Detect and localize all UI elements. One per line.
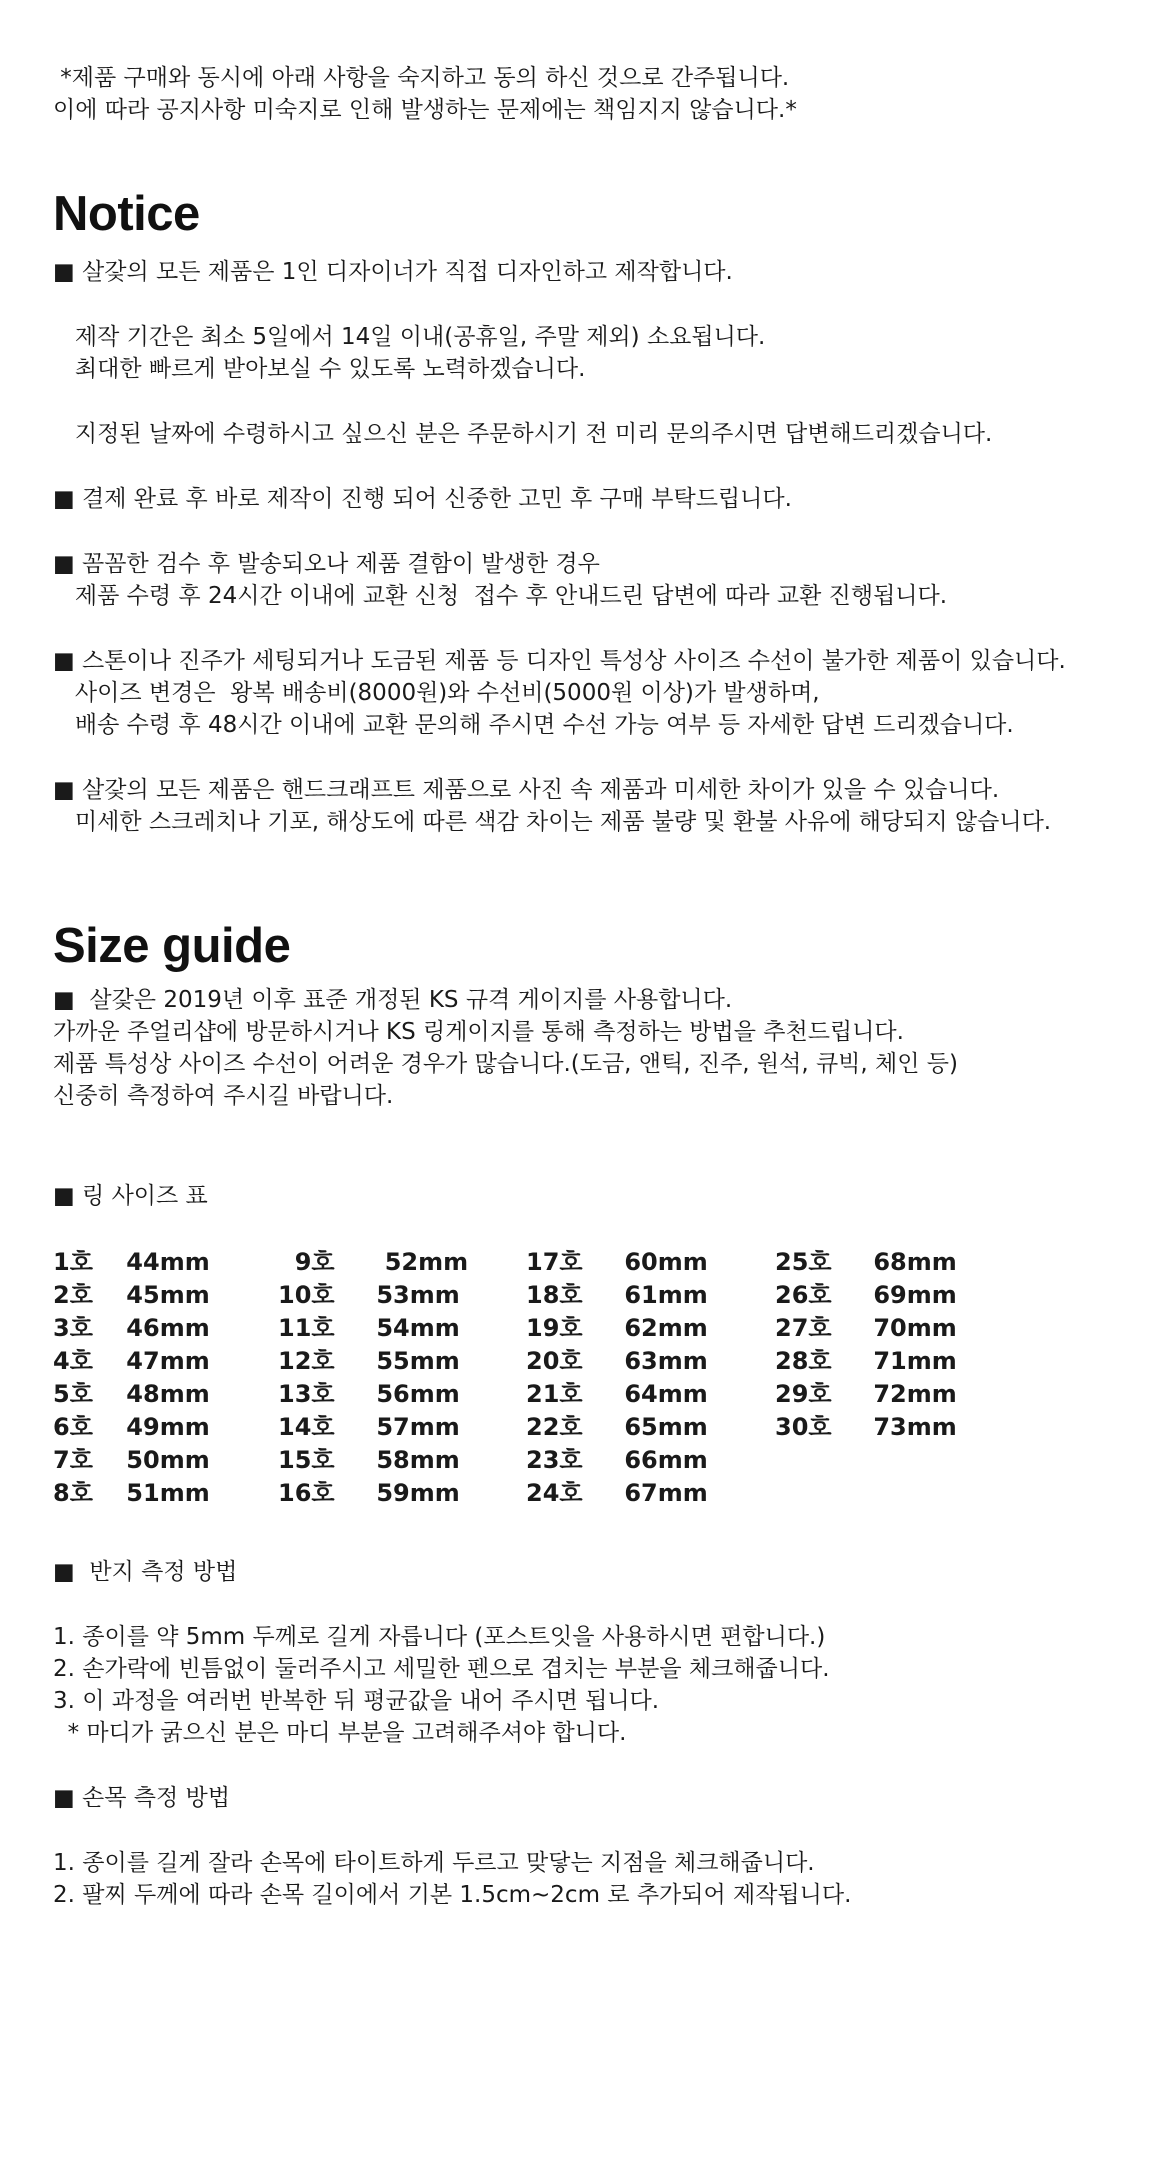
ring-size-entry: 4호 47mm — [53, 1347, 210, 1375]
wrist-method-step: 2. 팔찌 두께에 따라 손목 길이에서 기본 1.5cm~2cm 로 추가되어 제작됩니다. — [53, 1882, 852, 1908]
notice-line: 제품 수령 후 24시간 이내에 교환 신청 접수 후 안내드린 답변에 따라 교환 진행됩니다. — [53, 583, 948, 609]
ring-method-title: ■ 반지 측정 방법 — [53, 1559, 238, 1585]
size-guide-intro-line: 제품 특성상 사이즈 수선이 어려운 경우가 많습니다.(도금, 앤틱, 진주, 원석, 큐빅, 체인 등) — [53, 1051, 958, 1077]
notice-line: ■ 살갗의 모든 제품은 1인 디자이너가 직접 디자인하고 제작합니다. — [53, 259, 733, 285]
ring-size-entry: 22호 65mm — [526, 1413, 708, 1441]
notice-block — [53, 418, 1143, 450]
notice-line: 제작 기간은 최소 5일에서 14일 이내(공휴일, 주말 제외) 소요됩니다. — [53, 324, 766, 350]
intro-line: 이에 따라 공지사항 미숙지로 인해 발생하는 문제에는 책임지지 않습니다.* — [53, 97, 797, 123]
notice-line: 최대한 빠르게 받아보실 수 있도록 노력하겠습니다. — [53, 356, 586, 382]
size-guide-intro-line: 가까운 주얼리샵에 방문하시거나 KS 링게이지를 통해 측정하는 방법을 추천드립니다. — [53, 1019, 904, 1045]
intro-line: *제품 구매와 동시에 아래 사항을 숙지하고 동의 하신 것으로 간주됩니다. — [53, 65, 790, 91]
ring-size-entry: 5호 48mm — [53, 1380, 210, 1408]
notice-line: ■ 꼼꼼한 검수 후 발송되오나 제품 결함이 발생한 경우 — [53, 551, 600, 577]
ring-method-step: * 마디가 굵으신 분은 마디 부분을 고려해주셔야 합니다. — [53, 1720, 627, 1746]
ring-size-entry: 17호 60mm — [526, 1248, 708, 1276]
ring-size-entry: 19호 62mm — [526, 1314, 708, 1342]
ring-size-entry: 2호 45mm — [53, 1281, 210, 1309]
notice-line: 사이즈 변경은 왕복 배송비(8000원)와 수선비(5000원 이상)가 발생하며, — [53, 680, 820, 706]
notice-heading: Notice — [53, 187, 200, 241]
ring-size-entry: 11호 54mm — [278, 1314, 460, 1342]
ring-size-table — [53, 1246, 1143, 1516]
notice-block — [53, 645, 1143, 741]
ring-size-entry: 14호 57mm — [278, 1413, 460, 1441]
ring-size-entry: 30호 73mm — [775, 1413, 957, 1441]
ring-size-entry: 3호 46mm — [53, 1314, 210, 1342]
ring-size-table-title: ■ 링 사이즈 표 — [53, 1183, 208, 1209]
size-guide-intro-line: 신중히 측정하여 주시길 바랍니다. — [53, 1083, 394, 1109]
notice-line: ■ 결제 완료 후 바로 제작이 진행 되어 신중한 고민 후 구매 부탁드립니다. — [53, 486, 792, 512]
notice-line: 미세한 스크레치나 기포, 해상도에 따른 색감 차이는 제품 불량 및 환불 사유에 해당되지 않습니다. — [53, 809, 1052, 835]
wrist-method-title: ■ 손목 측정 방법 — [53, 1785, 230, 1811]
page-content — [53, 62, 1143, 1911]
ring-size-entry: 16호 59mm — [278, 1479, 460, 1507]
ring-size-entry: 26호 69mm — [775, 1281, 957, 1309]
notice-line: ■ 살갗의 모든 제품은 핸드크래프트 제품으로 사진 속 제품과 미세한 차이가 있을 수 있습니다. — [53, 777, 1000, 803]
ring-method-step: 1. 종이를 약 5mm 두께로 길게 자릅니다 (포스트잇을 사용하시면 편합니다.) — [53, 1624, 826, 1650]
ring-size-entry: 15호 58mm — [278, 1446, 460, 1474]
ring-size-entry: 27호 70mm — [775, 1314, 957, 1342]
notice-block — [53, 548, 1143, 612]
ring-size-entry: 25호 68mm — [775, 1248, 957, 1276]
ring-size-entry: 18호 61mm — [526, 1281, 708, 1309]
ring-size-entry: 13호 56mm — [278, 1380, 460, 1408]
ring-method-step: 3. 이 과정을 여러번 반복한 뒤 평균값을 내어 주시면 됩니다. — [53, 1688, 660, 1714]
notice-line: 배송 수령 후 48시간 이내에 교환 문의해 주시면 수선 가능 여부 등 자세한 답변 드리겠습니다. — [53, 712, 1014, 738]
notice-line: 지정된 날짜에 수령하시고 싶으신 분은 주문하시기 전 미리 문의주시면 답변해드리겠습니다. — [53, 421, 993, 447]
notice-line: ■ 스톤이나 진주가 세팅되거나 도금된 제품 등 디자인 특성상 사이즈 수선이 불가한 제품이 있습니다. — [53, 648, 1066, 674]
ring-size-entry: 6호 49mm — [53, 1413, 210, 1441]
ring-size-entry: 8호 51mm — [53, 1479, 210, 1507]
ring-size-entry: 7호 50mm — [53, 1446, 210, 1474]
ring-size-entry: 9호 52mm — [278, 1248, 469, 1276]
ring-size-entry: 24호 67mm — [526, 1479, 708, 1507]
ring-size-entry: 21호 64mm — [526, 1380, 708, 1408]
ring-size-entry: 29호 72mm — [775, 1380, 957, 1408]
notice-block — [53, 256, 1143, 288]
ring-size-entry: 20호 63mm — [526, 1347, 708, 1375]
ring-method-step: 2. 손가락에 빈틈없이 둘러주시고 세밀한 펜으로 겹치는 부분을 체크해줍니다. — [53, 1656, 830, 1682]
ring-size-entry: 23호 66mm — [526, 1446, 708, 1474]
wrist-method-step: 1. 종이를 길게 잘라 손목에 타이트하게 두르고 맞닿는 지점을 체크해줍니다. — [53, 1850, 815, 1876]
notice-block — [53, 321, 1143, 385]
ring-size-entry: 1호 44mm — [53, 1248, 210, 1276]
ring-size-entry: 12호 55mm — [278, 1347, 460, 1375]
size-guide-intro-line: ■ 살갗은 2019년 이후 표준 개정된 KS 규격 게이지를 사용합니다. — [53, 987, 733, 1013]
ring-size-entry: 10호 53mm — [278, 1281, 460, 1309]
ring-size-entry: 28호 71mm — [775, 1347, 957, 1375]
notice-block — [53, 483, 1143, 515]
notice-block — [53, 774, 1143, 838]
size-guide-heading: Size guide — [53, 919, 291, 973]
